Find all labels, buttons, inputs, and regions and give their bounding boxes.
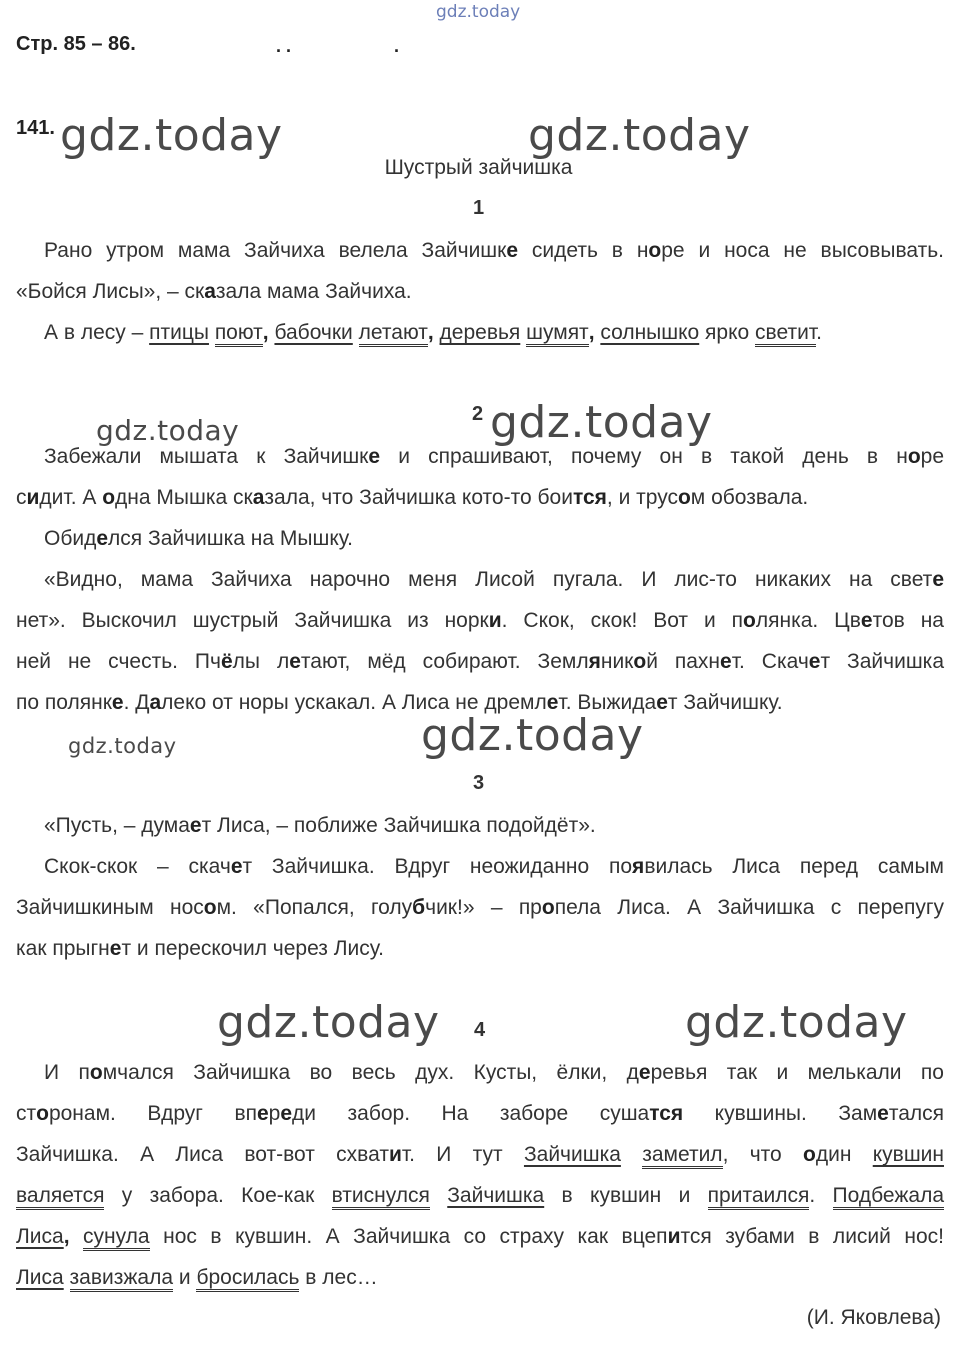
exercise-number: 141. xyxy=(16,117,55,139)
part-number-4: 4 xyxy=(474,1019,486,1041)
author-attribution: (И. Яковлева) xyxy=(806,1306,941,1329)
text-line: Зайчишкиным носом. «Попался, голубчик!» – пропела Лиса. А Зайчишка с перепугу xyxy=(16,896,944,919)
predicate: летают xyxy=(359,321,428,347)
predicate: притаился xyxy=(708,1184,810,1210)
subject: кувшин xyxy=(872,1143,944,1166)
watermark: gdz.today xyxy=(217,997,440,1048)
subject: Лиса xyxy=(16,1266,64,1289)
subject: солнышко xyxy=(600,321,700,344)
subject: бабочки xyxy=(274,321,353,344)
text-line: Рано утром мама Зайчиха велела Зайчишке сидеть в норе и носа не высовывать. xyxy=(44,239,944,262)
page-reference: Стр. 85 – 86. xyxy=(16,33,136,55)
part-number-2: 2 xyxy=(472,403,484,425)
watermark: gdz.today xyxy=(96,414,240,447)
text-line: Лиса, сунула нос в кувшин. А Зайчишка со страху как вцепится зубами в лисий нос! xyxy=(16,1224,944,1249)
predicate: Подбежала xyxy=(833,1184,944,1210)
text-line: валяется у забора. Кое-как втиснулся Зайчишка в кувшин и притаился. Подбежала xyxy=(16,1183,944,1208)
text-line: как прыгнет и перескочил через Лису. xyxy=(16,937,385,960)
predicate: втиснулся xyxy=(332,1184,430,1210)
predicate: шумят xyxy=(526,321,589,347)
subject: деревья xyxy=(439,321,521,344)
predicate: завизжала xyxy=(70,1266,173,1292)
predicate: сунула xyxy=(83,1225,150,1251)
text-line: Обиделся Зайчишка на Мышку. xyxy=(44,527,353,550)
part-number-3: 3 xyxy=(472,772,485,794)
subject: птицы xyxy=(149,321,209,344)
watermark: gdz.today xyxy=(528,110,751,161)
text-line: И помчался Зайчишка во весь дух. Кусты, ёлки, деревья так и мелькали по xyxy=(44,1061,944,1084)
text-line: Зайчишка. А Лиса вот-вот схватит. И тут Зайчишка заметил, что один кувшин xyxy=(16,1142,944,1167)
text-line: А в лесу – птицы поют, бабочки летают, деревья шумят, солнышко ярко светит. xyxy=(44,320,944,345)
text-line: «Пусть, – думает Лиса, – поближе Зайчишка подойдёт». xyxy=(44,814,596,837)
text-line: сидит. А одна Мышка сказала, что Зайчишка кото-то боится, и трусом обозвала. xyxy=(16,486,809,509)
header-dots: . . xyxy=(276,36,292,56)
subject: Зайчишка xyxy=(447,1184,545,1207)
watermark-top: gdz.today xyxy=(436,2,521,22)
part-number-1: 1 xyxy=(472,197,485,219)
subject: Лиса xyxy=(16,1225,64,1248)
story-title: Шустрый зайчишка xyxy=(384,156,573,179)
text-line: «Бойся Лисы», – сказала мама Зайчиха. xyxy=(16,280,412,303)
text-line: сторонам. Вдруг впереди забор. На заборе сушатся кувшины. Заметался xyxy=(16,1102,945,1125)
predicate: бросилась xyxy=(196,1266,299,1292)
header-dot: . xyxy=(394,36,400,56)
predicate: поют xyxy=(215,321,263,347)
watermark: gdz.today xyxy=(60,110,283,161)
text-line: «Видно, мама Зайчиха нарочно меня Лисой пугала. И лис-то никаких на свете xyxy=(44,568,944,591)
text-line: Лиса завизжала и бросилась в лес… xyxy=(16,1265,944,1290)
text-line: нет». Выскочил шустрый Зайчишка из норки. Скок, скок! Вот и полянка. Цветов на xyxy=(16,609,944,632)
watermark: gdz.today xyxy=(68,734,177,758)
text-line: по полянке. Далеко от норы ускакал. А Лиса не дремлет. Выжидает Зайчишку. xyxy=(16,691,783,714)
predicate: светит xyxy=(755,321,816,347)
text-line: ней не счесть. Пчёлы летают, мёд собирают. Земляникой пахнет. Скачет Зайчишка xyxy=(16,650,944,673)
watermark: gdz.today xyxy=(685,997,908,1048)
watermark: gdz.today xyxy=(490,397,713,448)
subject: Зайчишка xyxy=(523,1143,621,1166)
watermark: gdz.today xyxy=(421,710,644,761)
text-line: Скок-скок – скачет Зайчишка. Вдруг неожиданно появилась Лиса перед самым xyxy=(44,855,944,878)
text-line: Забежали мышата к Зайчишке и спрашивают, почему он в такой день в норе xyxy=(44,445,944,468)
predicate: валяется xyxy=(16,1184,104,1210)
predicate: заметил xyxy=(642,1143,722,1169)
